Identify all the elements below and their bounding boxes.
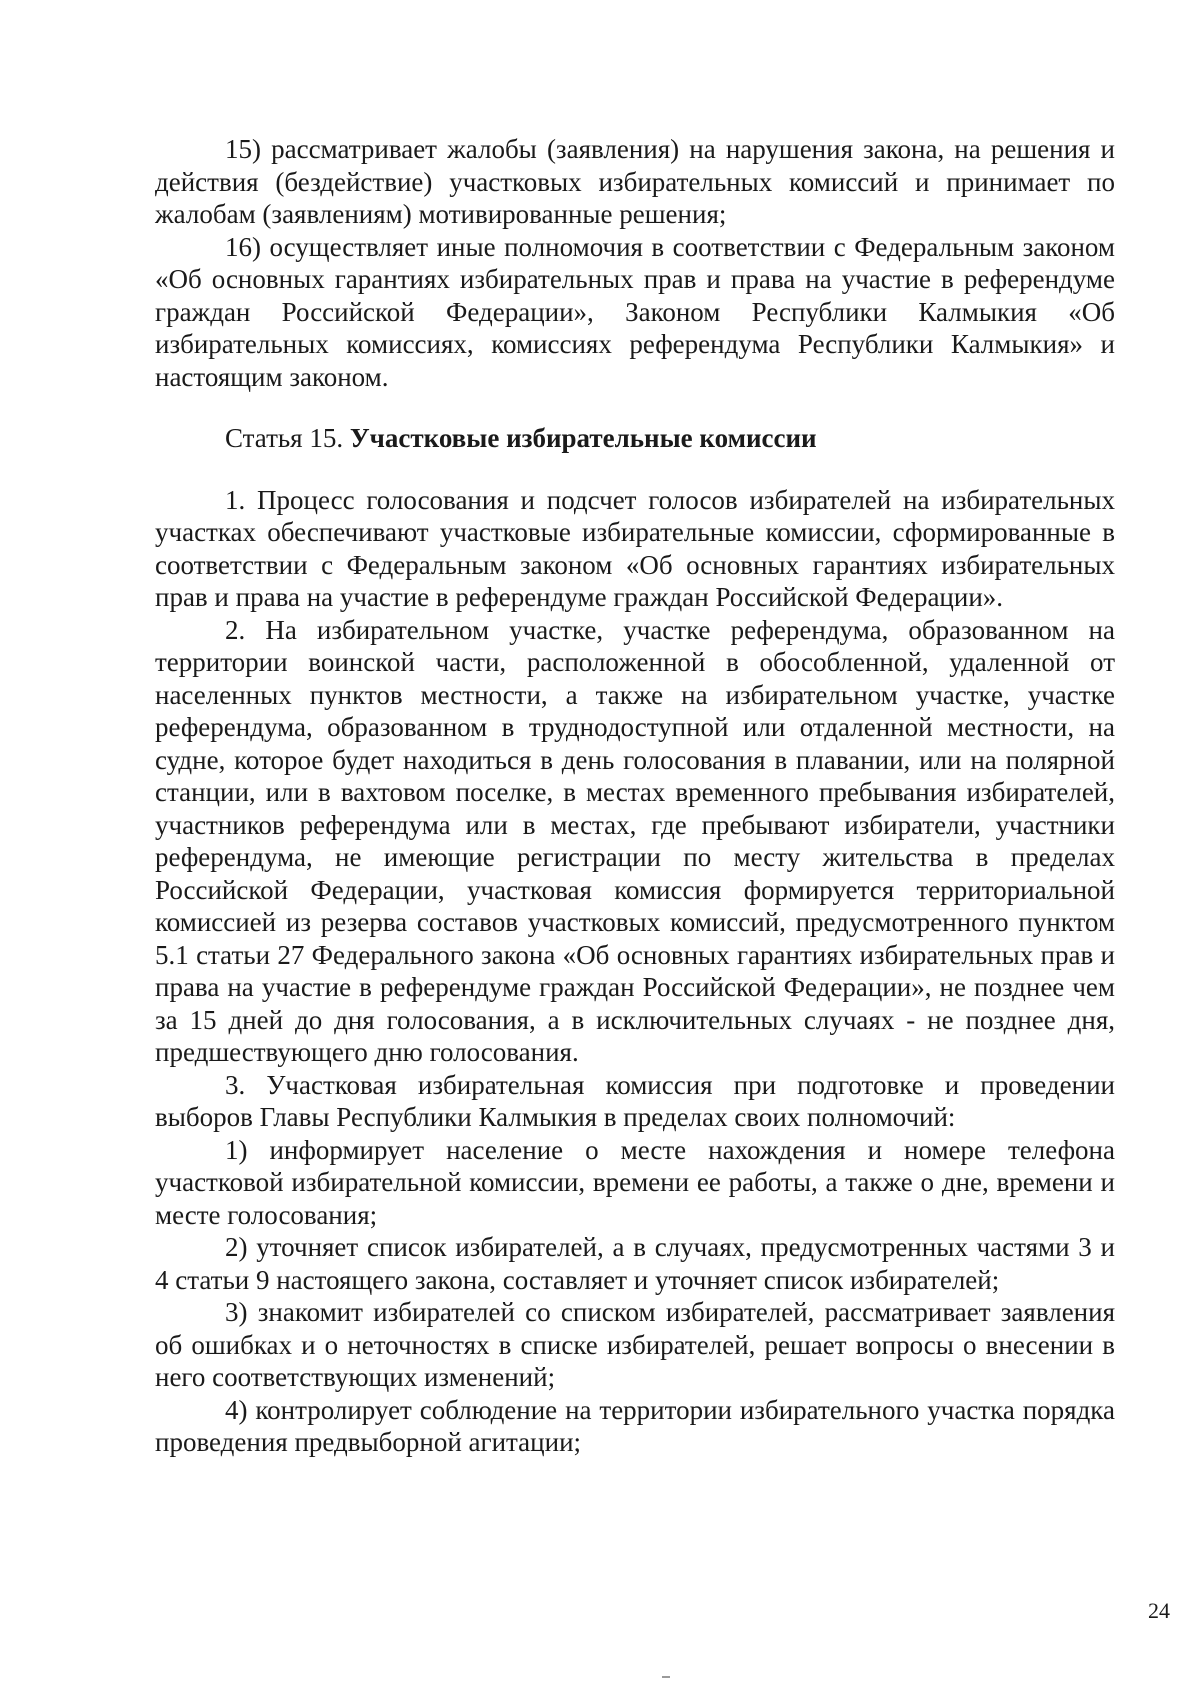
document-body (155, 133, 1115, 1459)
article-label: Статья 15. (225, 423, 344, 453)
page-number: 24 (1148, 1598, 1170, 1623)
paragraph-subitem-4: 4) контролирует соблюдение на территории избирательного участка порядка проведения предвыборной агитации; (155, 1394, 1115, 1457)
article-heading (155, 422, 1115, 455)
paragraph-subitem-2: 2) уточняет список избирателей, а в случаях, предусмотренных частями 3 и 4 статьи 9 настоящего закона, составляет и уточняет список избирателей; (155, 1232, 1115, 1295)
paragraph-part-2: 2. На избирательном участке, участке референдума, образованном на территории воинской части, расположенной в обособленной, удаленной от населенных пунктов местности, а также на избирательном участке, участке референдума, образованном в труднодоступной или отдаленной местности, на судне, которое будет находиться в день голосования в плавании, или на полярной станции, или в вахтовом поселке, в местах временного пребывания избирателей, участников референдума или в местах, где пребывают избиратели, участники референдума, не имеющие регистрации по месту жительства в пределах Российской Федерации, участковая комиссия формируется территориальной комиссией из резерва составов участковых комиссий, предусмотренного пунктом 5.1 статьи 27 Федерального закона «Об основных гарантиях избирательных прав и права на участие в референдуме граждан Российской Федерации», не позднее чем за 15 дней до дня голосования, а в исключительных случаях - не позднее дня, предшествующего дню голосования. (155, 614, 1115, 1067)
paragraph-item-16: 16) осуществляет иные полномочия в соответствии с Федеральным законом «Об основных гарантиях избирательных прав и права на участие в референдуме граждан Российской Федерации», Законом Республики Калмыкия «Об избирательных комиссиях, комиссиях референдума Республики Калмыкия» и настоящим законом. (155, 231, 1115, 392)
paragraph-subitem-1: 1) информирует население о месте нахождения и номере телефона участковой избирательной комиссии, времени ее работы, а также о дне, времени и месте голосования; (155, 1134, 1115, 1230)
scan-artifact (662, 1676, 670, 1678)
article-title: Участковые избирательные комиссии (349, 423, 817, 453)
paragraph-part-3: 3. Участковая избирательная комиссия при подготовке и проведении выборов Главы Республики Калмыкия в пределах своих полномочий: (155, 1069, 1115, 1132)
paragraph-item-15: 15) рассматривает жалобы (заявления) на нарушения закона, на решения и действия (бездействие) участковых избирательных комиссий и принимает по жалобам (заявлениям) мотивированные решения; (155, 134, 1115, 229)
paragraph-part-1: 1. Процесс голосования и подсчет голосов избирателей на избирательных участках обеспечивают участковые избирательные комиссии, сформированные в соответствии с Федеральным законом «Об основных гарантиях избирательных прав и права на участие в референдуме граждан Российской Федерации». (155, 484, 1115, 612)
paragraph-subitem-3: 3) знакомит избирателей со списком избирателей, рассматривает заявления об ошибках и о неточностях в списке избирателей, решает вопросы о внесении в него соответствующих изменений; (155, 1297, 1115, 1392)
